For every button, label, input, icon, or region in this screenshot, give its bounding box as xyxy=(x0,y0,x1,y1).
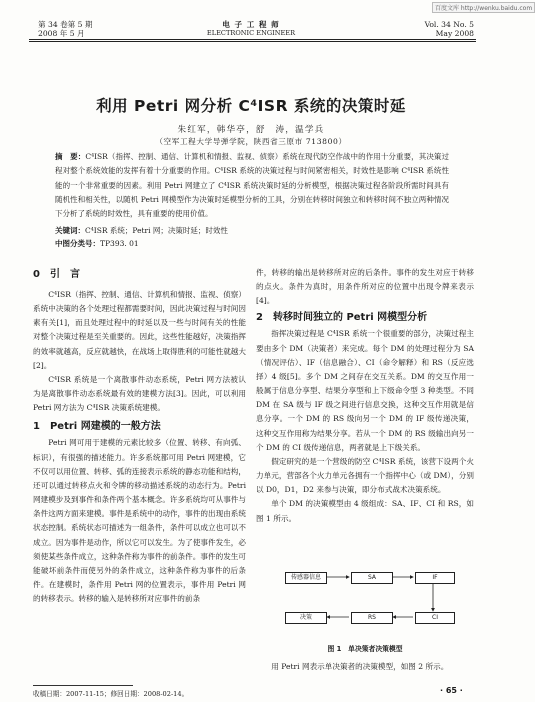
volume-date: May 2008 xyxy=(435,29,474,38)
right-column xyxy=(256,266,474,526)
figure-1-caption: 图 1 单决策者决策模型 xyxy=(327,645,403,653)
watermark-stamp: 百度文库 http://wenku.baidu.com xyxy=(432,2,535,13)
journal-name-center xyxy=(190,20,312,38)
footnote-rule xyxy=(33,685,133,686)
decision-box: 决策 xyxy=(285,612,327,624)
section-0-heading: 0 引 言 xyxy=(33,269,80,280)
journal-name-en: ELECTRONIC ENGINEER xyxy=(206,29,296,37)
page-number: · 65 · xyxy=(440,686,463,695)
section-0-paragraph-1: C⁴ISR（指挥、控制、通信、计算机和情报、监视、侦察）系统中决策的各个处理过程都需要时间，因此决策过程与时间因素有关[1]，而且处理过程中的时延以及一些与时间有关的性能对整个决策过程是至关重要的。因此，这些性能越好，决策指挥的效率就越高，反应就越快，在战场上取得胜利的可能性就越大[2]。 xyxy=(33,290,246,370)
left-column xyxy=(33,268,246,606)
paper-title: 利用 Petri 网分析 C⁴ISR 系统的决策时延 xyxy=(96,97,406,115)
journal-issue-right xyxy=(410,20,474,38)
footnote: 收稿日期：2007-11-15；修回日期：2008-02-14。 xyxy=(33,690,189,698)
abstract-label: 摘 要： xyxy=(55,152,86,161)
section-2-paragraph-4 xyxy=(256,660,474,674)
section-2-paragraph-3: 单个 DM 的决策模型由 4 级组成：SA、IF、CI 和 RS，如图 1 所示。 xyxy=(256,499,474,523)
section-2-paragraph-4-text: 用 Petri 网表示单决策者的决策模型，如图 2 所示。 xyxy=(271,662,449,671)
section-2-paragraph-2: 假定研究的是一个营级的防空 C⁴ISR 系统，该营下设两个火力单元，营部各个火力单元各拥有一个指挥中心（或 DM），分别以 D0，D1，D2 来参与决策，即分布式战术决策系统。 xyxy=(256,456,474,495)
section-1-paragraph-cont: 件，转移的输出是转移所对应的后条件。事件的发生对应于转移的点火。条件为真时，用条件所对应的位置中出现令牌来表示[4]。 xyxy=(256,268,474,306)
header-rule xyxy=(29,39,476,40)
figure-1 xyxy=(283,567,459,637)
ci-box: CI xyxy=(415,612,455,624)
keywords-text: C⁴ISR 系统；Petri 网；决策时延；时效性 xyxy=(85,226,228,235)
classification-text: TP393. 01 xyxy=(100,239,139,248)
rs-box: RS xyxy=(351,612,393,624)
issue-date: 2008 年 5 月 xyxy=(38,29,85,38)
keywords-label: 关键词： xyxy=(55,226,85,235)
sa-box: SA xyxy=(351,572,393,584)
section-1-paragraph-1: Petri 网可用于建模的元素比较多（位置、转移、有向弧、标识），有很强的描述能力。许多系统都可用 Petri 网建模，它不仅可以用位置、转移、弧的连接表示系统的静态功能和结构，还可以通过转移点火和令牌的移动描述系统的动态行为。Petri 网建模步及到事件和条件两个基本概念。许多系统均可从事件与条件这两方面来建模。事件是系统中的动作，事件的出现由系统状态控制。系统状态可描述为一组条件，条件可以成立也可以不成立。因为事件是动作，所以它可以发生。为了使事件发生，必须使某些条件成立，这种条件称为事件的前条件。事件的发生可能破坏前条件而使另外的条件成立，这种条件称为事件的后条件。在建模时，条件用 Petri 网的位置表示，事件用 Petri 网的转移表示。转移的输入是转移所对应事件的前条 xyxy=(33,438,246,604)
header-rule-thin xyxy=(29,41,476,42)
abstract-text: C⁴ISR（指挥、控制、通信、计算机和情报、监视、侦察）系统在现代防空作战中的作用十分重要，其决策过程对整个系统效能的发挥有着十分重要的作用。C⁴ISR 系统的决策过程与时间紧密相关，时效性是影响 C⁴ISR 系统性能的一个非常重要的因素。利用 Petri 网建立了 C⁴ISR 系统决策时延的分析模型，根据决策过程各阶段所需时间具有随机性和相关性，以随机 Petri 网模型作为决策时延模型分析的工具，分别在转移时间独立和转移时间不独立两种情况下分析了系统的时效性，具有重要的使用价值。 xyxy=(55,152,449,219)
if-box: IF xyxy=(415,572,455,584)
classification xyxy=(55,238,449,249)
section-2-heading: 2 转移时间独立的 Petri 网模型分析 xyxy=(256,312,428,324)
paper-authors: 朱红军，韩华亭，舒 涛，温学兵 xyxy=(177,125,325,135)
section-2-paragraph-1: 指挥决策过程是 C⁴ISR 系统一个很重要的部分，决策过程主要由多个 DM（决策者）来完成。每个 DM 的处理过程分为 SA（情况评估）、IF（信息融合）、CI（命令解释）和 RS（反应选择）4 级[5]。多个 DM 之间存在交互关系。DM 的交互作用一般属于信息分享型、结果分享型和上下级命令型 3 种类型。不同 DM 在 SA 级与 IF 级之间进行信息交换，这种交互作用就是信息分享。一个 DM 的 RS 级向另一个 DM 的 IF 级传递决策，这种交互作用称为结果分享。若从一个 DM 的 RS 级输出向另一个 DM 的 CI 级传递信息，两者就是上下级关系。 xyxy=(256,329,474,452)
section-1-heading: 1 Petri 网建模的一般方法 xyxy=(33,421,161,433)
sensor-info-box: 传感器信息 xyxy=(285,572,327,584)
keywords xyxy=(55,225,449,236)
classification-label: 中图分类号： xyxy=(55,239,100,248)
section-0-paragraph-2: C⁴ISR 系统是一个离散事件动态系统，Petri 网方法被认为是离散事件动态系统最有效的建模方法[3]。因此，可以利用 Petri 网方法为 C⁴ISR 决策系统建模。 xyxy=(33,374,246,413)
abstract xyxy=(55,150,449,221)
journal-issue-left xyxy=(38,20,93,38)
issue-volume: 第 34 卷第 5 期 xyxy=(38,20,93,29)
journal-name-cn: 电 子 工 程 师 xyxy=(222,20,280,29)
paper-affiliation: （空军工程大学导弹学院，陕西省三原市 713800） xyxy=(155,137,347,146)
volume-number: Vol. 34 No. 5 xyxy=(424,20,474,29)
